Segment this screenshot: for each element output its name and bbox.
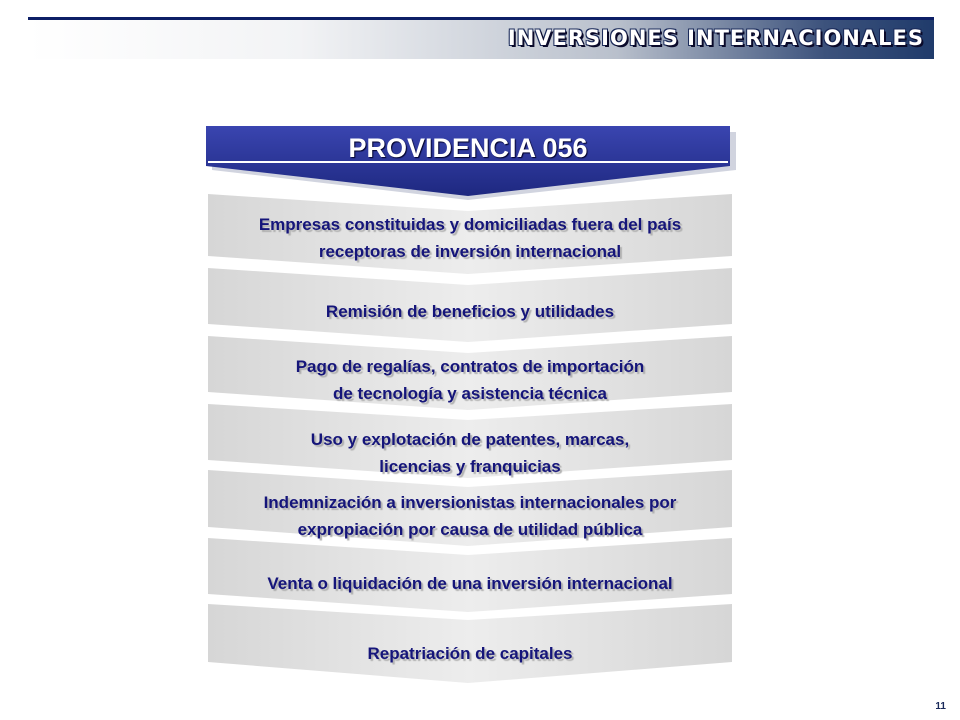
page-number: 11 (935, 701, 946, 712)
step-6-line-1: Venta o liquidación de una inversión internacional (267, 574, 673, 593)
step-7-line-1: Repatriación de capitales (367, 644, 573, 663)
step-3-line-1: Pago de regalías, contratos de importación (295, 357, 645, 376)
banner-title: PROVIDENCIA 056 (348, 132, 588, 163)
step-label-7 (206, 640, 734, 667)
step-4-line-1: Uso y explotación de patentes, marcas, (310, 430, 630, 449)
step-4-line-2: licencias y franquicias (379, 457, 561, 476)
step-5-line-1: Indemnización a inversionistas internacionales por (263, 493, 677, 512)
step-2-line-1: Remisión de beneficios y utilidades (325, 302, 615, 321)
step-label-4 (206, 426, 734, 480)
step-label-5 (206, 489, 734, 543)
step-label-2 (206, 298, 734, 325)
step-1-line-1: Empresas constituidas y domiciliadas fuera del país (258, 215, 682, 234)
step-label-1 (206, 211, 734, 265)
step-1-line-2: receptoras de inversión internacional (318, 242, 622, 261)
step-5-line-2: expropiación por causa de utilidad pública (297, 520, 643, 539)
step-3-line-2: de tecnología y asistencia técnica (332, 384, 607, 403)
step-label-6 (206, 570, 734, 597)
header-title: INVERSIONES INTERNACIONALES (507, 26, 924, 50)
step-label-3 (206, 353, 734, 407)
